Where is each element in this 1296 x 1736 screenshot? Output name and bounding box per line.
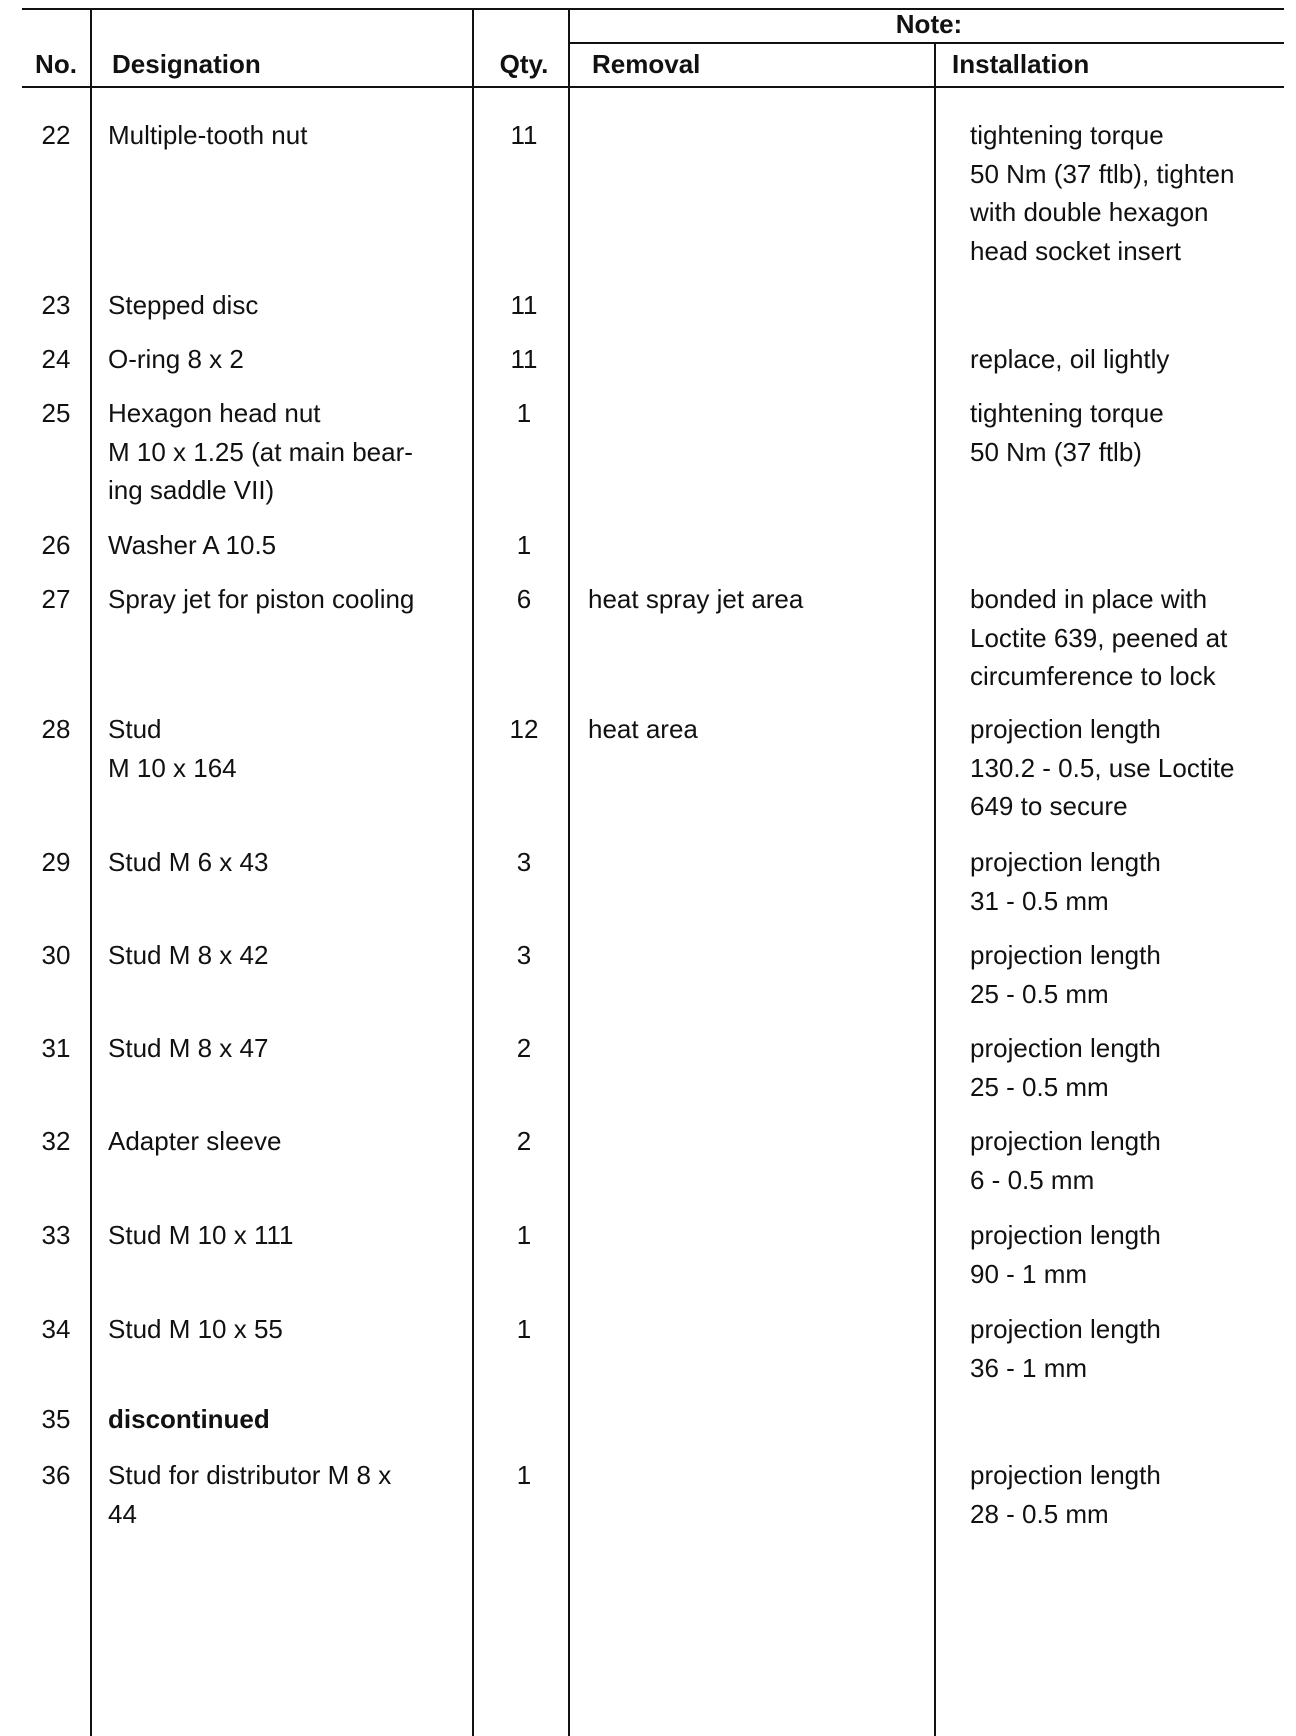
row-qty: 11	[510, 120, 538, 150]
row-installation: projection length 90 - 1 mm	[970, 1220, 1161, 1289]
row-designation: Washer A 10.5	[108, 530, 277, 560]
row-designation: Stud M 8 x 47	[108, 1033, 269, 1063]
row-designation: Adapter sleeve	[108, 1126, 282, 1156]
row-designation: discontinued	[108, 1404, 270, 1434]
col-divider-removal	[934, 44, 936, 1736]
row-designation: Stepped disc	[108, 290, 259, 320]
column-header-removal: Removal	[592, 49, 701, 79]
row-designation: Stud M 6 x 43	[108, 847, 269, 877]
row-designation: Stud M 10 x 55	[108, 1314, 283, 1344]
row-designation: Multiple-tooth nut	[108, 120, 308, 150]
row-qty: 1	[516, 398, 532, 428]
row-installation: tightening torque 50 Nm (37 ftlb), tighten with double hexagon head socket insert	[970, 120, 1235, 266]
row-installation: bonded in place with Loctite 639, peened at circumference to lock	[970, 584, 1228, 691]
row-no: 33	[41, 1220, 71, 1250]
row-installation: projection length 25 - 0.5 mm	[970, 940, 1161, 1009]
row-qty: 12	[509, 714, 539, 744]
column-header-qty: Qty.	[499, 49, 549, 79]
note-label: Note:	[895, 9, 963, 39]
row-qty: 1	[516, 1220, 532, 1250]
row-no: 25	[41, 398, 71, 428]
row-no: 23	[41, 290, 71, 320]
col-divider-no	[90, 8, 92, 1736]
row-qty: 3	[516, 940, 532, 970]
row-no: 35	[41, 1404, 71, 1434]
row-no: 34	[41, 1314, 71, 1344]
row-no: 27	[41, 584, 71, 614]
row-removal: heat area	[588, 714, 698, 744]
row-qty: 3	[516, 847, 532, 877]
row-installation: replace, oil lightly	[970, 344, 1170, 374]
row-designation: Stud M 8 x 42	[108, 940, 269, 970]
row-no: 30	[41, 940, 71, 970]
col-divider-designation	[472, 8, 474, 1736]
row-installation: projection length 25 - 0.5 mm	[970, 1033, 1161, 1102]
row-no: 28	[41, 714, 71, 744]
row-no: 24	[41, 344, 71, 374]
column-header-no: No.	[35, 49, 77, 79]
row-designation: O-ring 8 x 2	[108, 344, 244, 374]
row-qty: 1	[516, 1314, 532, 1344]
row-no: 22	[41, 120, 71, 150]
column-header-installation: Installation	[952, 49, 1090, 79]
row-designation: Stud M 10 x 111	[108, 1220, 294, 1250]
row-designation: Stud for distributor M 8 x 44	[108, 1460, 392, 1529]
row-no: 32	[41, 1126, 71, 1156]
row-installation: tightening torque 50 Nm (37 ftlb)	[970, 398, 1164, 467]
column-header-designation: Designation	[112, 49, 261, 79]
row-no: 36	[41, 1460, 71, 1490]
row-qty: 2	[516, 1033, 532, 1063]
row-installation: projection length 28 - 0.5 mm	[970, 1460, 1161, 1529]
row-designation: Spray jet for piston cooling	[108, 584, 415, 614]
row-no: 29	[41, 847, 71, 877]
row-qty: 2	[516, 1126, 532, 1156]
row-installation: projection length 36 - 1 mm	[970, 1314, 1161, 1383]
row-removal: heat spray jet area	[588, 584, 804, 614]
row-qty: 11	[510, 344, 538, 374]
row-no: 26	[41, 530, 71, 560]
header-rule	[22, 86, 1284, 88]
row-qty: 1	[516, 530, 532, 560]
row-no: 31	[41, 1033, 71, 1063]
row-designation: Stud M 10 x 164	[108, 714, 237, 783]
row-installation: projection length 130.2 - 0.5, use Loctite 649 to secure	[970, 714, 1235, 821]
row-qty: 6	[516, 584, 532, 614]
row-installation: projection length 6 - 0.5 mm	[970, 1126, 1161, 1195]
row-qty: 11	[510, 290, 538, 320]
row-designation: Hexagon head nut M 10 x 1.25 (at main bear- ing saddle VII)	[108, 398, 413, 505]
note-underline	[568, 42, 1284, 44]
row-qty: 1	[516, 1460, 532, 1490]
row-installation: projection length 31 - 0.5 mm	[970, 847, 1161, 916]
